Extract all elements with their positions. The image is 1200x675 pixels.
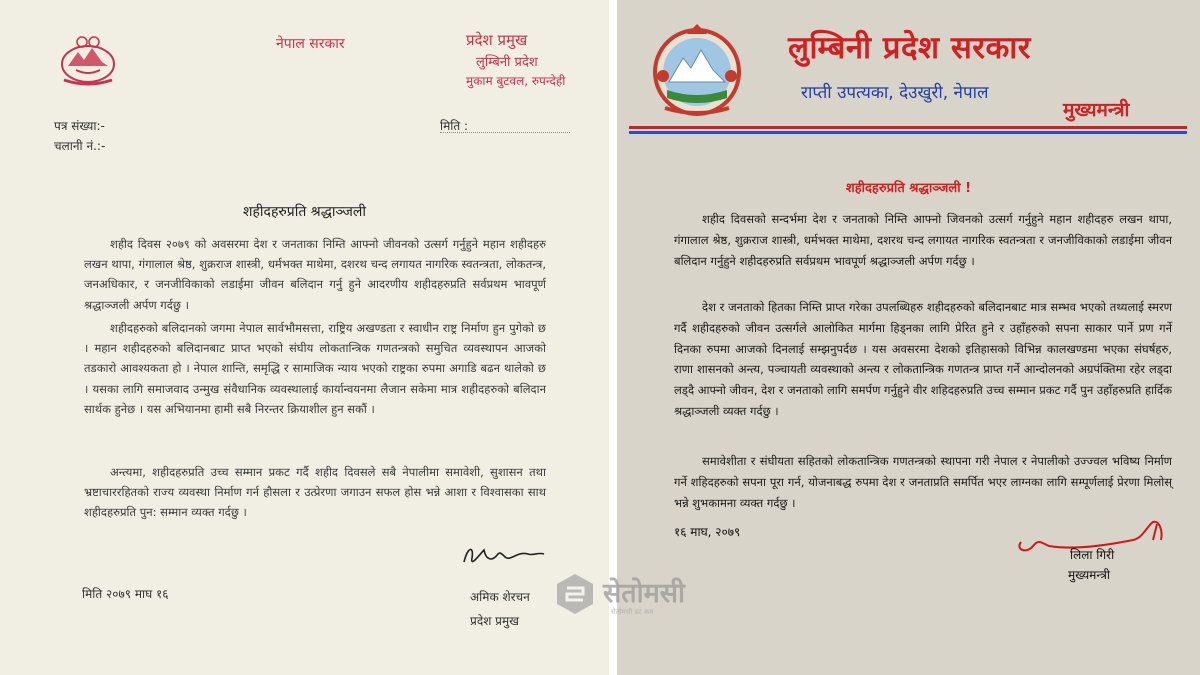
government-address: राप्ती उपत्यका, देउखुरी, नेपाल: [801, 83, 989, 103]
letter-paragraph: समावेशीता र संघीयता सहितको लोकतान्त्रिक गणतन्त्रको स्थापना गरी नेपाल र नेपालीको उज्ज्वल भविष्य निर्माण गर्ने शहिदहरुको सपना पूरा गर्न, योजनाबद्ध रुपमा देश र जनताप्रति समर्पित भएर लाग्नका लागि सम्पूर्णलाई प्रेरणा मिलोस् भन्ने शुभकामना व्यक्त गर्दछु ।: [674, 454, 1172, 510]
header-office-title: प्रदेश प्रमुख: [466, 31, 528, 49]
letter-date: मिति २०७९ माघ १६: [82, 587, 169, 601]
header-nepal-government: नेपाल सरकार: [276, 36, 345, 52]
letter-paragraph: देश र जनताको हितका निम्ति प्राप्त गरेका उपलब्धिहरु शहीदहरुको बलिदानबाट मात्र सम्भव भएको तथ्यलाई स्मरण गर्दै शहीदहरुको जीवन उत्सर्गले आलोकित मार्गमा हिड्नका लागि प्रेरित हुने र उहाँहरुको सपना साकार पार्ने प्रण गर्ने दिनका रुपमा आजको दिनलाई सम्झनुपर्दछ । यस अवसरमा देशको इतिहासको विभिन्न कालखण्डमा भएका संघर्षहरु, राणा शासनको अन्त्य, पञ्चायती व्यवस्थाको अन्त्य र लोकतान्त्रिक गणतन्त्र प्राप्त गर्ने आन्दोलनको अग्रपंक्तिमा रहेर लड्दा लड्दै आफ्नो जीवन, देश र जनताको लागि समर्पण गर्नुहुने वीर शहिदहरुप्रति उच्च सम्मान प्रकट गर्दै पुन उहाँहरुप्रति हार्दिक श्रद्धाञ्जली व्यक्त गर्दछु ।: [674, 300, 1172, 418]
setomasi-logo-icon: [553, 572, 597, 616]
letter-paragraph: शहीद दिवसको सन्दर्भमा देश र जनताको निम्ति आफ्नो जिवनको उत्सर्ग गर्नुहुने महान शहीदहरु लखन थापा, गंगालाल श्रेष्ठ, शुक्रराज शास्त्री, धर्मभक्त माथेमा, दशरथ चन्द लगायत नागरिक स्वतन्त्रता र जनजीविकाको लडाईमा जीवन बलिदान गर्नुहुने शहीदहरुप्रति सर्वप्रथम भावपूर्ण श्रद्धाञ्जली अर्पण गर्दछु ।: [674, 212, 1172, 268]
signatory-name: अमिक शेरचन: [470, 590, 530, 604]
header-province: लुम्बिनी प्रदेश: [476, 55, 538, 70]
letter-paragraph: अन्त्यमा, शहीदहरुप्रति उच्च सम्मान प्रकट गर्दै शहीद दिवसले सबै नेपालीमा समावेशी, सुशासन तथा भ्रष्टाचाररहितको राज्य व्यवस्था निर्माण गर्न हौसला र उत्प्रेरणा जगाउन सफल होस भन्ने आशा र विश्वासका साथ शहीदहरुप्रति पुन: सम्मान व्यक्त गर्दछु ।: [84, 465, 546, 520]
watermark-brand: सेतोमसी: [603, 578, 686, 609]
signature-icon: [458, 540, 548, 572]
nepal-emblem-icon: [52, 30, 124, 90]
chief-minister-letter: [617, 0, 1200, 675]
letter-title: शहीदहरुप्रति श्रद्धाञ्जली !: [845, 181, 972, 196]
nepal-emblem-icon: [647, 20, 747, 120]
date-label: मिति :: [440, 119, 469, 133]
letter-title: शहीदहरुप्रति श्रद्धाञ्जली: [242, 204, 367, 220]
letter-paragraph: शहीद दिवस २०७९ को अवसरमा देश र जनताका निम्ति आफ्नो जीवनको उत्सर्ग गर्नुहुने महान शहीदहरु लखन थापा, गंगालाल श्रेष्ठ, शुक्रराज शास्त्री, धर्मभक्त माथेमा, दशरथ चन्द लगायत नागरिक स्वतन्त्रता, लोकतन्त्र, जनअधिकार, र जनजीविकाको लडाईमा जीवन बलिदान गर्नु हुने आदरणीय शहीदहरुप्रति सर्वप्रथम भावपूर्ण श्रद्धाञ्जली अर्पण गर्दछु ।: [84, 237, 546, 312]
signatory-title: मुख्यमन्त्री: [1068, 568, 1110, 582]
signatory-title: प्रदेश प्रमुख: [470, 614, 519, 628]
dispatch-number-label: चलानी नं.:-: [54, 139, 106, 153]
header-rule-red: [629, 126, 1187, 129]
watermark-tagline: सेतोमसी डट कम: [611, 608, 654, 616]
ref-number-label: पत्र संख्या:-: [54, 119, 105, 133]
office-title: मुख्यमन्त्री: [1063, 99, 1130, 121]
signatory-name: लिला गिरी: [1070, 548, 1115, 562]
letter-paragraph: शहीदहरुको बलिदानको जगमा नेपाल सार्वभौमसत्ता, राष्ट्रिय अखण्डता र स्वाधीन राष्ट्र निर्माण हुन पुगेको छ । महान शहीदहरुको बलिदानबाट प्राप्त भएको संघीय लोकतान्त्रिक गणतन्त्रको समुचित व्यवस्थापन आजको तडकारो आवश्यकता हो । नेपाल शान्ति, समृद्धि र सामाजिक न्याय भएको राष्ट्रका रुपमा अगाडि बढन थालेको छ । यसका लागि समाजवाद उन्मुख संवैधानिक व्यवस्थालाई कार्यान्वयनमा लैजान सकेमा मात्र शहीदहरुको बलिदान सार्थक हुनेछ । यस अभियानमा हामी सबै निरन्तर क्रियाशील हुन सकौं ।: [84, 321, 546, 416]
header-location: मुकाम बुटवल, रुपन्देही: [466, 74, 566, 88]
government-title: लुम्बिनी प्रदेश सरकार: [788, 30, 1031, 66]
letter-date: १६ माघ, २०७९: [674, 525, 741, 539]
header-rule-blue: [629, 131, 1187, 134]
